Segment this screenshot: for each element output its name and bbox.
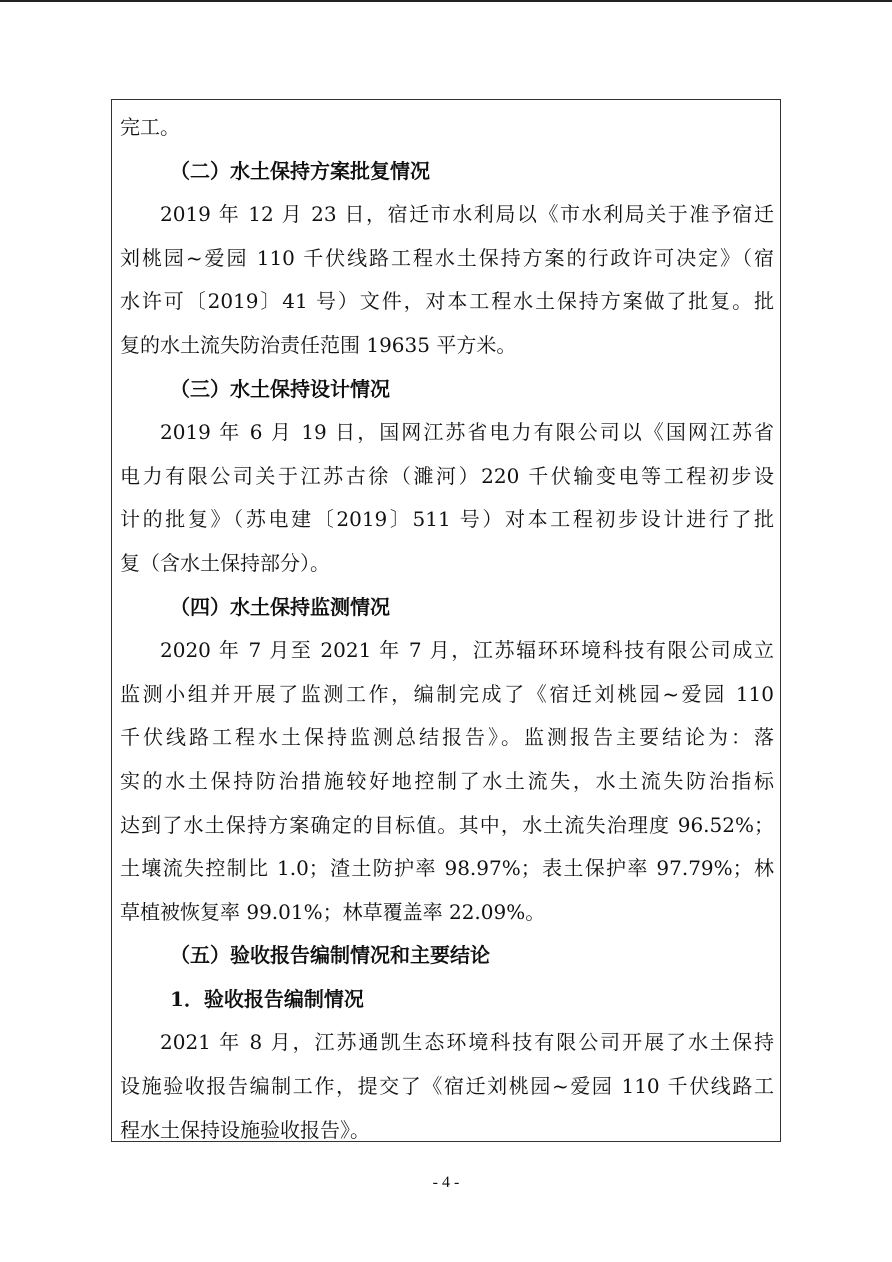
- paragraph-line: 刘桃园~爱园 110 千伏线路工程水土保持方案的行政许可决定》（宿: [120, 245, 774, 270]
- section-heading-acceptance: （五）验收报告编制情况和主要结论: [170, 943, 490, 968]
- paragraph-line: 草植被恢复率 99.01%；林草覆盖率 22.09%。: [120, 899, 546, 924]
- top-border-line: [0, 0, 892, 2]
- paragraph-line: 达到了水土保持方案确定的目标值。其中，水土流失治理度 96.52%；: [120, 812, 774, 837]
- paragraph-line: 设施验收报告编制工作，提交了《宿迁刘桃园~爱园 110 千伏线路工: [120, 1074, 774, 1099]
- section-heading-monitoring: （四）水土保持监测情况: [170, 594, 390, 619]
- paragraph-line: 计的批复》（苏电建〔2019〕511 号）对本工程初步设计进行了批: [120, 507, 774, 532]
- subsection-heading-report: 1．验收报告编制情况: [170, 986, 364, 1011]
- paragraph-line: 2019 年 6 月 19 日，国网江苏省电力有限公司以《国网江苏省: [160, 420, 774, 445]
- paragraph-line: 程水土保持设施验收报告》。: [120, 1117, 370, 1142]
- paragraph-line: 2021 年 8 月，江苏通凯生态环境科技有限公司开展了水土保持: [160, 1030, 774, 1055]
- paragraph-line: 千伏线路工程水土保持监测总结报告》。监测报告主要结论为：落: [120, 725, 774, 750]
- paragraph-line: 水许可〔2019〕41 号）文件，对本工程水土保持方案做了批复。批: [120, 289, 774, 314]
- paragraph-line: 复的水土流失防治责任范围 19635 平方米。: [120, 332, 517, 357]
- section-heading-design: （三）水土保持设计情况: [170, 376, 390, 401]
- paragraph-line: 土壤流失控制比 1.0；渣土防护率 98.97%；表土保护率 97.79%；林: [120, 856, 774, 881]
- page-number: - 4 -: [432, 1174, 460, 1191]
- document-frame: [111, 99, 781, 1142]
- paragraph-line: 监测小组并开展了监测工作，编制完成了《宿迁刘桃园~爱园 110: [120, 681, 774, 706]
- paragraph-line: 复（含水土保持部分）。: [120, 550, 330, 575]
- paragraph-line: 电力有限公司关于江苏古徐（濉河）220 千伏输变电等工程初步设: [120, 463, 774, 488]
- paragraph-line: 完工。: [120, 115, 180, 139]
- section-heading-approval: （二）水土保持方案批复情况: [170, 158, 430, 183]
- document-body: [120, 106, 774, 1152]
- paragraph-line: 2020 年 7 月至 2021 年 7 月，江苏辐环环境科技有限公司成立: [160, 638, 774, 663]
- paragraph-line: 2019 年 12 月 23 日，宿迁市水利局以《市水利局关于准予宿迁: [160, 202, 774, 227]
- paragraph-line: 实的水土保持防治措施较好地控制了水土流失，水土流失防治指标: [120, 768, 774, 793]
